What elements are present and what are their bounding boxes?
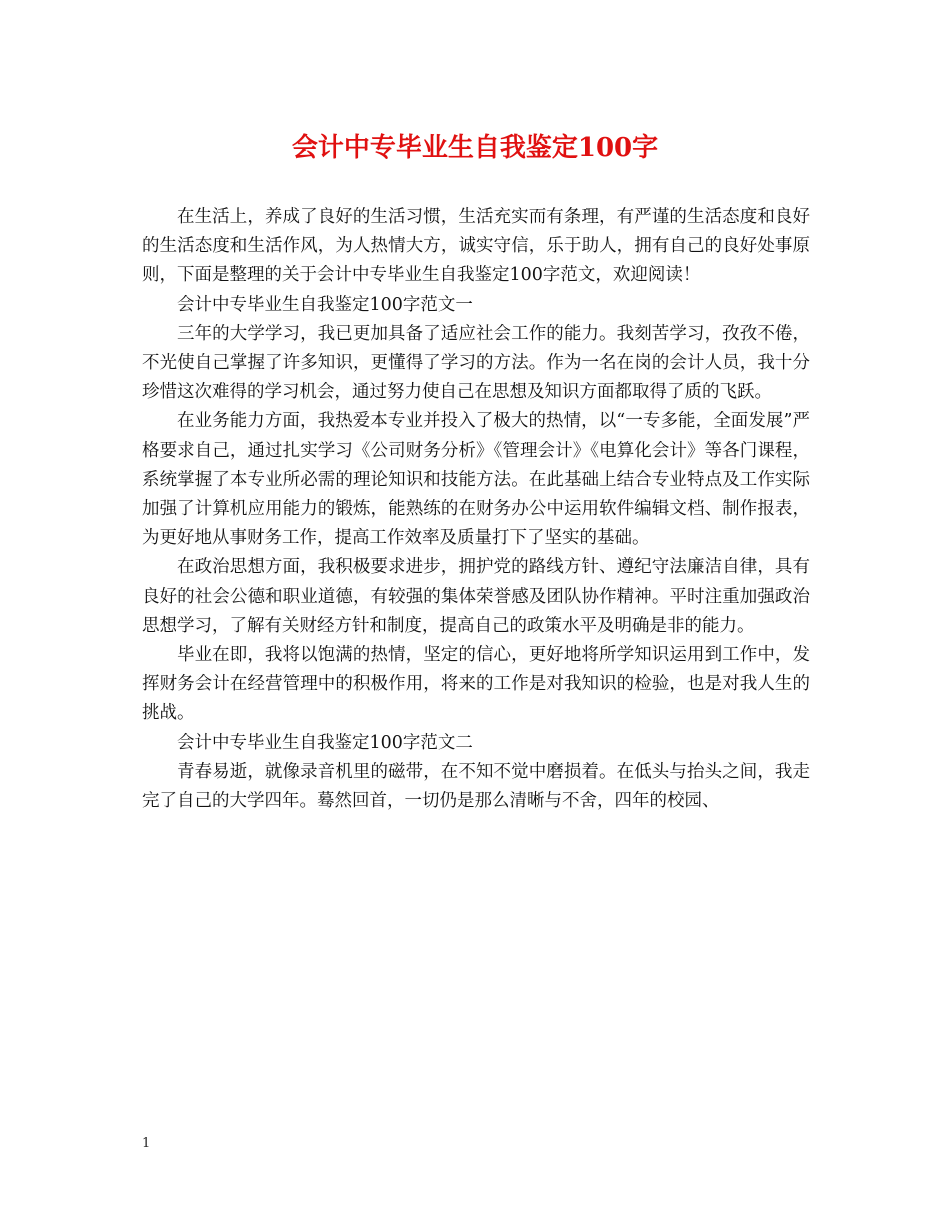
body-paragraph: 三年的大学学习，我已更加具备了适应社会工作的能力。我刻苦学习，孜孜不倦，不光使自己掌握了许多知识，更懂得了学习的方法。作为一名在岗的会计人员，我十分珍惜这次难得的学习机会，通过努力使自己在思想及知识方面都取得了质的飞跃。 bbox=[142, 323, 810, 403]
body-paragraph: 青春易逝，就像录音机里的磁带，在不知不觉中磨损着。在低头与抬头之间，我走完了自己的大学四年。蓦然回首，一切仍是那么清晰与不舍，四年的校园、 bbox=[142, 761, 810, 812]
document-body bbox=[142, 203, 810, 816]
section-heading-1: 会计中专毕业生自我鉴定100字范文一 bbox=[177, 294, 473, 315]
body-paragraph: 毕业在即，我将以饱满的热情，坚定的信心，更好地将所学知识运用到工作中，发挥财务会计在经营管理中的积极作用，将来的工作是对我知识的检验，也是对我人生的挑战。 bbox=[142, 645, 810, 724]
body-paragraph: 在业务能力方面，我热爱本专业并投入了极大的热情，以“一专多能，全面发展”严格要求自己，通过扎实学习《公司财务分析》《管理会计》《电算化会计》等各门课程，系统掌握了本专业所必需的理论知识和技能方法。在此基础上结合专业特点及工作实际加强了计算机应用能力的锻炼，能熟练的在财务办公中运用软件编辑文档、制作报表，为更好地从事财务工作，提高工作效率及质量打下了坚实的基础。 bbox=[142, 411, 810, 549]
page-number: 1 bbox=[142, 1136, 151, 1151]
page-title: 会计中专毕业生自我鉴定100字 bbox=[291, 133, 659, 163]
intro-paragraph: 在生活上，养成了良好的生活习惯，生活充实而有条理，有严谨的生活态度和良好的生活态度和生活作风，为人热情大方，诚实守信，乐于助人，拥有自己的良好处事原则，下面是整理的关于会计中专毕业生自我鉴定100字范文，欢迎阅读！ bbox=[142, 207, 810, 286]
body-paragraph: 在政治思想方面，我积极要求进步，拥护党的路线方针、遵纪守法廉洁自律，具有良好的社会公德和职业道德，有较强的集体荣誉感及团队协作精神。平时注重加强政治思想学习，了解有关财经方针和制度，提高自己的政策水平及明确是非的能力。 bbox=[142, 557, 810, 636]
section-heading-2: 会计中专毕业生自我鉴定100字范文二 bbox=[177, 732, 473, 753]
